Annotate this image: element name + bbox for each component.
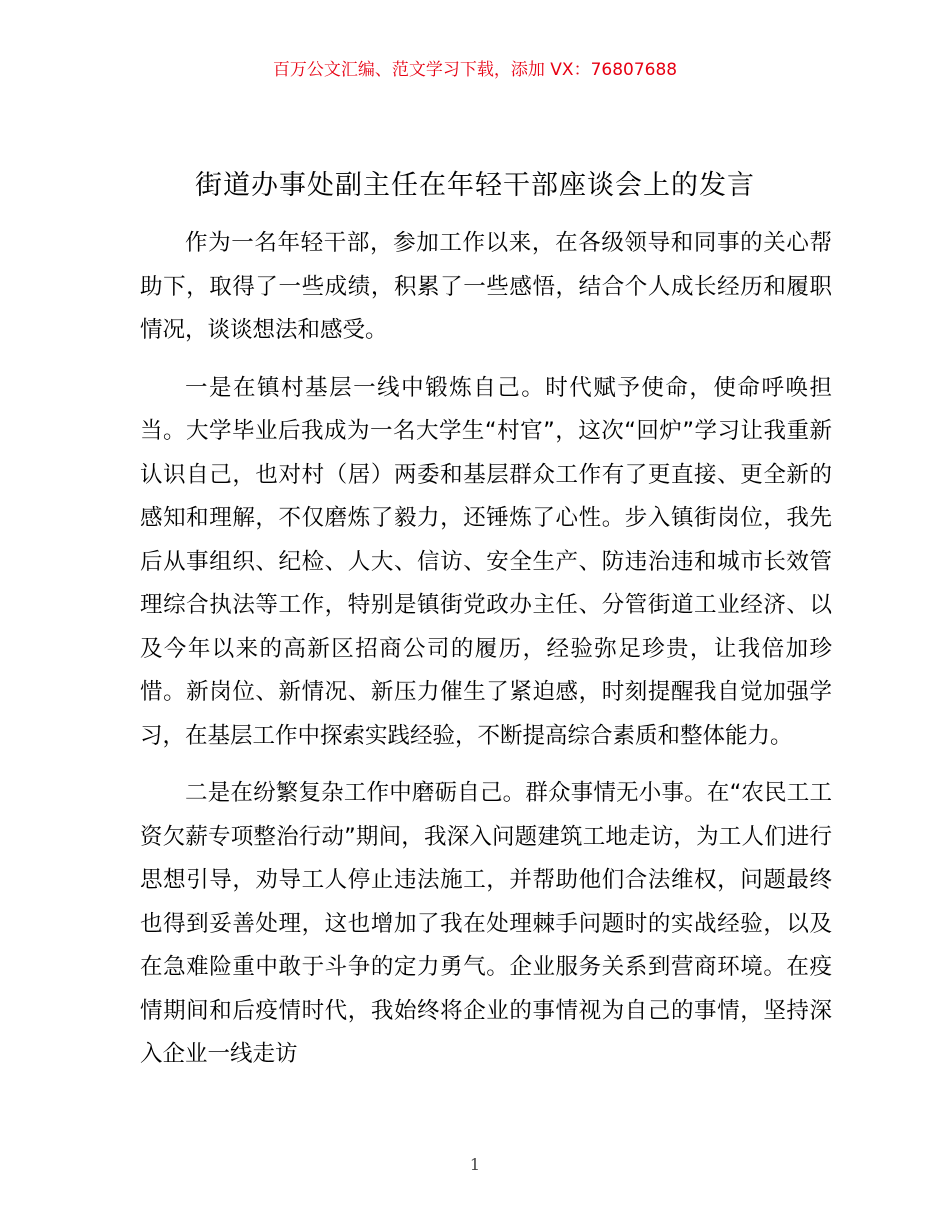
paragraph-point-two: 二是在纷繁复杂工作中磨砺自己。群众事情无小事。在“农民工工资欠薪专项整治行动”期间，我深入问题建筑工地走访，为工人们进行思想引导，劝导工人停止违法施工，并帮助他们合法维权，问题最终也得到妥善处理，这也增加了我在处理棘手问题时的实战经验，以及在急难险重中敢于斗争的定力勇气。企业服务关系到营商环境。在疫情期间和后疫情时代，我始终将企业的事情视为自己的事情，坚持深入企业一线走访	[140, 780, 832, 1067]
page-number: 1	[469, 1155, 481, 1174]
header-banner: 百万公文汇编、范文学习下载，添加 VX：76807688	[272, 60, 678, 80]
paragraph-intro: 作为一名年轻干部，参加工作以来，在各级领导和同事的关心帮助下，取得了一些成绩，积累了一些感悟，结合个人成长经历和履职情况，谈谈想法和感受。	[140, 230, 832, 343]
document-body	[140, 222, 832, 1091]
paragraph-point-one: 一是在镇村基层一线中锻炼自己。时代赋予使命，使命呼唤担当。大学毕业后我成为一名大学生“村官”，这次“回炉”学习让我重新认识自己，也对村（居）两委和基层群众工作有了更直接、更全新的感知和理解，不仅磨炼了毅力，还锤炼了心性。步入镇街岗位，我先后从事组织、纪检、人大、信访、安全生产、防违治违和城市长效管理综合执法等工作，特别是镇街党政办主任、分管街道工业经济、以及今年以来的高新区招商公司的履历，经验弥足珍贵，让我倍加珍惜。新岗位、新情况、新压力催生了紧迫感，时刻提醒我自觉加强学习，在基层工作中探索实践经验，不断提高综合素质和整体能力。	[140, 374, 832, 749]
document-title: 街道办事处副主任在年轻干部座谈会上的发言	[195, 170, 755, 201]
